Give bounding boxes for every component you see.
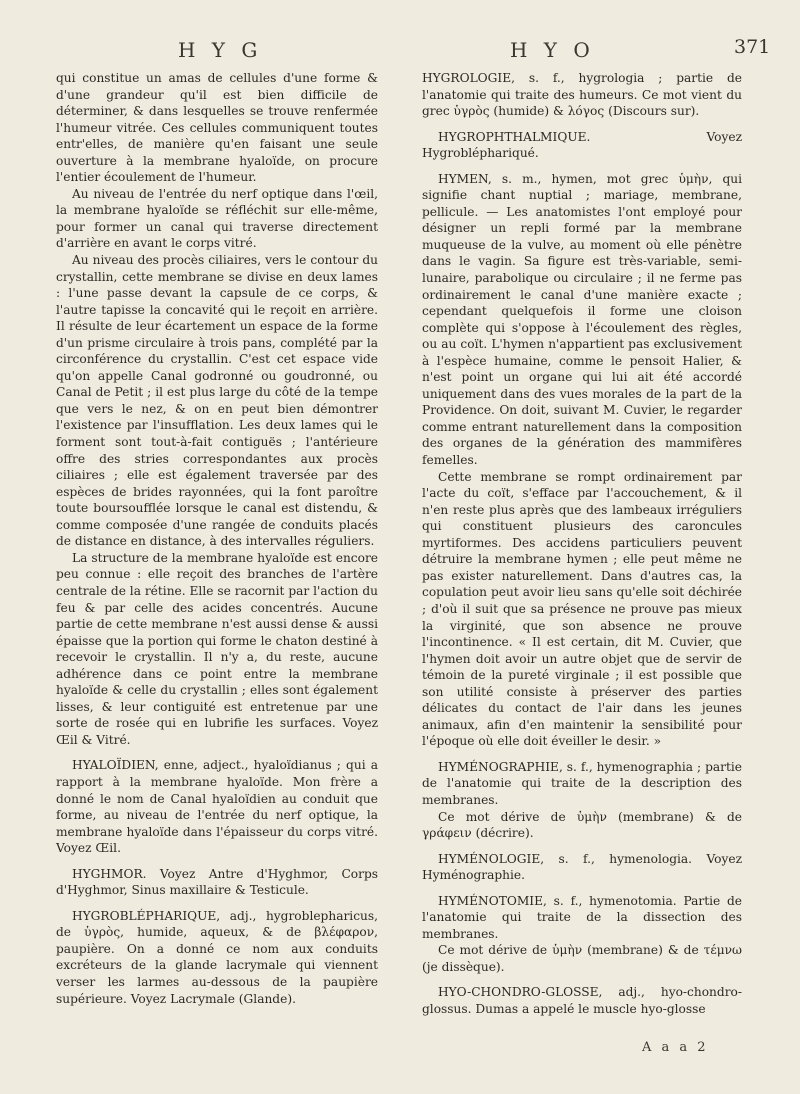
right-column: [422, 70, 742, 1018]
paragraph: Cette membrane se rompt ordinairement par l'acte du coït, s'efface par l'accouchement, & il n'en reste plus après que des lambeaux irréguliers qui constituent plusieurs des caroncules myrtiformes. Des accidens particuliers peuvent détruire la membrane hymen ; elle peut même ne pas exister naturellement. Dans d'autres cas, la copulation peut avoir lieu sans qu'elle soit déchirée ; d'où il suit que sa présence ne prouve pas mieux la virginité, que son absence ne prouve l'incontinence. « Il est certain, dit M. Cuvier, que l'hymen doit avoir un autre objet que de servir de témoin de la pureté virginale ; il est possible que son utilité consiste à préserver des parties délicates du contact de l'air dans les jeunes animaux, afin d'en maintenir la sensibilité pour l'époque où elle doit éveiller le desir. »: [422, 469, 742, 749]
paragraph: Ce mot dérive de ὑμὴν (membrane) & de τέμνω (je dissèque).: [422, 943, 742, 974]
paragraph: Au niveau de l'entrée du nerf optique dans l'œil, la membrane hyaloïde se réfléchit sur elle-même, pour former un canal qui traverse directement d'arrière en avant le corps vitré.: [56, 186, 378, 251]
paragraph: qui constitue un amas de cellules d'une forme & d'une grandeur qu'il est bien difficile de déterminer, & dans lesquelles se trouve renfermée l'humeur vitrée. Ces cellules communiquent toutes entr'elles, de manière qu'en faisant une seule ouverture à la membrane hyaloïde, on procure l'entier écoulement de l'humeur.: [56, 71, 378, 185]
signature-mark: A a a 2: [642, 1040, 709, 1055]
paragraph: Ce mot dérive de ὑμὴν (membrane) & de γράφειν (décrire).: [422, 809, 742, 841]
running-head-right: H Y O: [510, 38, 595, 62]
entry-hyo-chondro-glosse: HYO-CHONDRO-GLOSSE, adj., hyo-chondro-glossus. Dumas a appelé le muscle hyo-glosse: [422, 985, 742, 1016]
entry-hyaloidien: HYALOÏDIEN, enne, adject., hyaloïdianus ; qui a rapport à la membrane hyaloïde. Mon frère a donné le nom de Canal hyaloïdien au conduit que forme, au niveau de l'entrée du nerf optique, la membrane hyaloïde dans l'épaisseur du corps vitré. Voyez Œil.: [56, 758, 378, 856]
entry-hygrologie: HYGROLOGIE, s. f., hygrologia ; partie de l'anatomie qui traite des humeurs. Ce mot vient du grec ὑγρὸς (humide) & λόγος (Discours sur).: [422, 71, 742, 119]
entry-hymenologie: HYMÉNOLOGIE, s. f., hymenologia. Voyez Hyménographie.: [422, 851, 742, 883]
entry-hygrophthalmique: HYGROPHTHALMIQUE. Voyez Hygrobléphariqué.: [422, 129, 742, 161]
paragraph: La structure de la membrane hyaloïde est encore peu connue : elle reçoit des branches de l'artère centrale de la rétine. Elle se racornit par l'action du feu & par celle des acides concentrés. Aucune partie de cette membrane n'est aussi dense & aussi épaisse que la portion qui forme le chaton destiné à recevoir le crystallin. Il n'y a, du reste, aucune adhérence dans ce point entre la membrane hyaloïde & celle du crystallin ; elles sont également lisses, & leur contiguité est entretenue par une sorte de rosée qui en lubrifie les surfaces. Voyez Œil & Vitré.: [56, 550, 378, 747]
entry-hyghmor: HYGHMOR. Voyez Antre d'Hyghmor, Corps d'Hyghmor, Sinus maxillaire & Testicule.: [56, 866, 378, 898]
entry-hymenotomie: HYMÉNOTOMIE, s. f., hymenotomia. Partie de l'anatomie qui traite de la dissection des membranes.: [422, 893, 742, 941]
entry-hymenographie: HYMÉNOGRAPHIE, s. f., hymenographia ; partie de l'anatomie qui traite de la description des membranes.: [422, 759, 742, 807]
running-head-left: H Y G: [178, 38, 263, 62]
paragraph: Au niveau des procès ciliaires, vers le contour du crystallin, cette membrane se divise en deux lames : l'une passe devant la capsule de ce corps, & l'autre tapisse la concavité qui le reçoit en arrière. Il résulte de leur écartement un espace de la forme d'un prisme circulaire à trois pans, complété par la circonférence du crystallin. C'est cet espace vide qu'on appelle Canal godronné ou goudronné, ou Canal de Petit ; il est plus large du côté de la tempe que vers le nez, & on en peut bien démontrer l'existence par l'insufflation. Les deux lames qui le forment sont tout-à-fait contiguës ; l'antérieure offre des stries correspondantes aux procès ciliaires ; elle est également traversée par des espèces de brides rayonnées, qui la font paroître toute boursoufflée lorsque le canal est distendu, & comme composée d'une rangée de conduits placés de distance en distance, à des intervalles réguliers.: [56, 253, 378, 549]
entry-hymen: HYMEN, s. m., hymen, mot grec ὑμὴν, qui signifie chant nuptial ; mariage, membrane, pellicule. — Les anatomistes l'ont employé pour désigner un repli formé par la membrane muqueuse de la vulve, au moment où elle pénètre dans le vagin. Sa figure est très-variable, semi-lunaire, parabolique ou circulaire ; il ne ferme pas ordinairement le canal d'une manière exacte ; cependant quelquefois il forme une cloison complète qui s'oppose à l'écoulement des règles, ou au coït. L'hymen n'appartient pas exclusivement à l'espèce humaine, comme le pensoit Halier, & n'est point un organe qui lui ait été accordé uniquement dans des vues morales de la part de la Providence. On doit, suivant M. Cuvier, le regarder comme entrant naturellement dans la composition des organes de la génération des mammifères femelles.: [422, 171, 742, 468]
entry-hygroblepharique: HYGROBLÉPHARIQUE, adj., hygroblepharicus, de ὑγρὸς, humide, aqueux, & de βλέφαρον, paupière. On a donné ce nom aux conduits excréteurs de la glande lacrymale qui viennent verser les larmes au-dessous de la paupière supérieure. Voyez Lacrymale (Glande).: [56, 908, 378, 1006]
page-number: 371: [734, 36, 771, 58]
left-column: [56, 70, 378, 1007]
